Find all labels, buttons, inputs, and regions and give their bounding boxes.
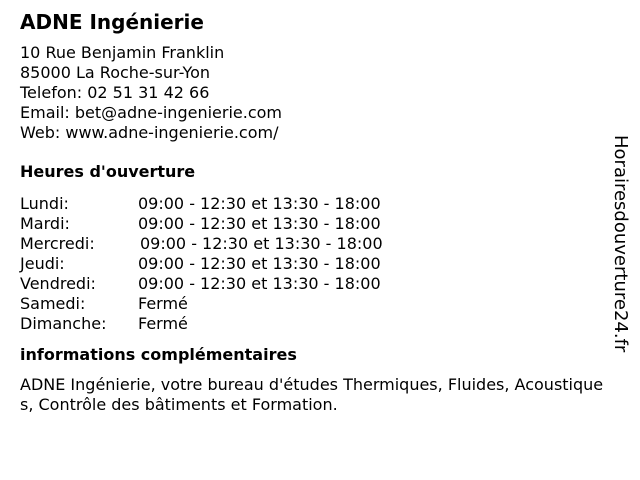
hours-row-monday: [20, 194, 610, 214]
hours-day: Vendredi:: [20, 274, 96, 293]
business-card: [20, 10, 610, 415]
hours-row-thursday: [20, 254, 610, 274]
hours-row-wednesday: [20, 234, 610, 254]
site-watermark: Horairesdouverture24.fr: [610, 135, 631, 353]
info-description: ADNE Ingénierie, votre bureau d'études Thermiques, Fluides, Acoustiques, Contrôle des bâtiments et Formation.: [20, 375, 604, 414]
address-street: 10 Rue Benjamin Franklin: [20, 43, 225, 62]
info-title: informations complémentaires: [20, 345, 297, 364]
hours-times: Fermé: [138, 294, 188, 313]
hours-times: Fermé: [138, 314, 188, 333]
hours-day: Dimanche:: [20, 314, 107, 333]
hours-row-tuesday: [20, 214, 610, 234]
hours-times: 09:00 - 12:30 et 13:30 - 18:00: [138, 274, 381, 293]
phone-number[interactable]: Telefon: 02 51 31 42 66: [20, 83, 210, 102]
hours-title: Heures d'ouverture: [20, 162, 196, 181]
hours-times: 09:00 - 12:30 et 13:30 - 18:00: [138, 194, 381, 213]
address-city: 85000 La Roche-sur-Yon: [20, 63, 211, 82]
hours-day: Jeudi:: [20, 254, 65, 273]
hours-day: Samedi:: [20, 294, 86, 313]
hours-times: 09:00 - 12:30 et 13:30 - 18:00: [140, 234, 383, 253]
hours-row-sunday: [20, 314, 610, 334]
email-address[interactable]: Email: bet@adne-ingenierie.com: [20, 103, 282, 122]
hours-times: 09:00 - 12:30 et 13:30 - 18:00: [138, 214, 381, 233]
website-link[interactable]: Web: www.adne-ingenierie.com/: [20, 123, 279, 142]
hours-row-saturday: [20, 294, 610, 314]
hours-day: Mardi:: [20, 214, 70, 233]
hours-day: Lundi:: [20, 194, 69, 213]
hours-row-friday: [20, 274, 610, 294]
hours-day: Mercredi:: [20, 234, 95, 253]
hours-times: 09:00 - 12:30 et 13:30 - 18:00: [138, 254, 381, 273]
company-name: ADNE Ingénierie: [20, 10, 204, 34]
